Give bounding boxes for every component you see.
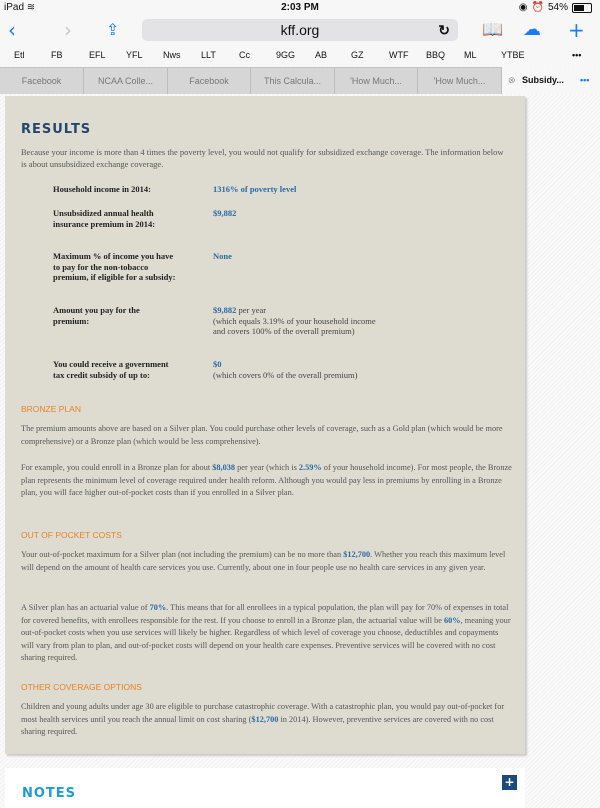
oop-paragraph-2: A Silver plan has an actuarial value of 70%. This means that for all enrollees in a typical population, the plan will pay for 70% of expenses in total for covered benefits, with enrollees responsible for the rest. If you choose to enroll in a Bronze plan, the actuarial value will be 60%, meaning your out-of-pocket costs when you use services will likely be higher. Regardless of which level of coverage you choose, deductibles and copayments will vary from plan to plan, and out-of-pocket costs will depend on your health care expenses. Preventive services will be covered with no cost sharing required. [21,603,511,662]
alarm-icon: ⏰ [531,2,544,13]
oop-max-amount: $12,700 [343,550,371,559]
tab[interactable]: Facebook [168,67,251,94]
reload-icon[interactable]: ↻ [438,22,450,38]
oop-paragraph-1: Your out-of-pocket maximum for a Silver plan (not including the premium) can be no more than $12,700. Whether you reach this maximum level will depend on the amount of health care services you use. Currently, about one in four people use no health care services in any given year. [21,550,506,572]
bronze-heading: BRONZE PLAN [21,404,81,414]
icloud-tabs-icon[interactable]: ☁ [523,19,541,40]
tab[interactable]: Facebook [0,67,84,94]
bookmarks-bar [0,44,600,66]
bookmarks-icon[interactable]: 📖 [482,20,504,40]
expand-notes-button[interactable]: + [502,775,517,790]
wifi-icon: ≋ [26,2,36,13]
back-button[interactable]: ‹ [8,18,16,42]
row-label: Maximum % of income you have to pay for the non-tobacco premium, if eligible for a subsidy: [53,251,176,282]
catastrophic-limit: $12,700 [251,714,279,724]
bookmark[interactable]: Cc [239,50,250,60]
row-label: Household income in 2014: [53,184,151,194]
notes-panel [5,768,525,808]
bookmark[interactable]: FB [51,50,63,60]
row-value: None [213,251,232,261]
row-label: Unsubsidized annual health insurance premium in 2014: [53,208,156,229]
row-value [213,305,383,337]
row-label: Amount you pay for the premium: [53,305,140,326]
silver-av: 70% [149,603,167,612]
forward-button[interactable]: › [64,18,72,42]
tab[interactable]: 'How Much... [418,67,502,94]
bookmark[interactable]: AB [315,50,328,60]
tab[interactable]: 'How Much... [335,67,418,94]
location-icon: ◉ [518,2,528,13]
url-bar[interactable] [142,19,458,41]
new-tab-button[interactable]: + [568,18,585,42]
row-label: You could receive a government tax credit subsidy of up to: [53,359,169,380]
url-text: kff.org [280,22,320,38]
subsidy-note: (which covers 0% of the overall premium) [213,369,358,380]
oop-heading: OUT OF POCKET COSTS [21,530,122,540]
status-bar [0,0,600,16]
share-icon[interactable]: ⇪ [106,20,120,39]
results-title: RESULTS [21,122,92,137]
results-panel [5,96,525,754]
bookmark[interactable]: YFL [126,50,143,60]
subsidy-amount: $0 [213,359,222,369]
bookmark[interactable]: Etl [14,50,25,60]
bronze-av: 60% [444,615,461,625]
bronze-paragraph-1: The premium amounts above are based on a Silver plan. You could purchase other levels of coverage, such as a Gold plan (which would be more comprehensive) or a Bronze plan (which would be less comprehensive). [21,424,503,446]
bronze-amount: $8,038 [212,463,236,472]
bookmark[interactable]: LLT [201,50,216,60]
row-value [213,359,383,380]
bookmark[interactable]: 9GG [276,50,296,60]
tab-bar [0,67,600,94]
bookmark[interactable]: BBQ [426,50,446,60]
tab[interactable]: NCAA Colle... [84,67,168,94]
bookmark[interactable]: ML [464,50,477,60]
bookmark[interactable]: EFL [89,50,106,60]
battery-percent: 54% [547,2,568,13]
tab-title: Subsidy... [522,75,564,85]
bookmarks-more-icon[interactable]: ••• [572,50,582,60]
bookmark[interactable]: GZ [351,50,364,60]
premium-amount: $9,882 [213,305,237,315]
battery-icon [572,3,592,13]
premium-note: (which equals 3.19% of your household income and covers 100% of the overall premium) [213,315,376,336]
bronze-percent: 2.59% [298,463,322,472]
device-label: iPad ≋ [4,2,36,13]
results-intro: Because your income is more than 4 times the poverty level, you would not qualify for subsidized exchange coverage. The information below is about unsubsidized exchange coverage. [21,147,504,169]
notes-title: NOTES [22,786,77,801]
row-value: 1316% of poverty level [213,184,297,194]
tab[interactable]: This Calcula... [251,67,335,94]
bookmark[interactable]: YTBE [501,50,525,60]
premium-suffix: per year [236,305,267,315]
other-heading: OTHER COVERAGE OPTIONS [21,682,142,692]
close-tab-icon[interactable]: ⊗ [508,75,516,85]
row-value: $9,882 [213,208,237,218]
status-right [519,2,592,13]
other-paragraph: Children and young adults under age 30 are eligible to purchase catastrophic coverage. With a catastrophic plan, you would pay out-of-pocket for most health services until you reach the annual limit on cost sharing ($12,700 in 2014). However, preventive services are covered with no cost sharing required. [21,702,505,736]
bookmark[interactable]: WTF [389,50,409,60]
clock: 2:03 PM [281,2,319,13]
tab-active[interactable] [502,67,600,93]
navigation-bar [0,16,600,44]
bookmark[interactable]: Nws [163,50,181,60]
tab-more-icon[interactable]: ••• [580,75,590,85]
bronze-paragraph-2: For example, you could enroll in a Bronze plan for about $8,038 per year (which is 2.59% of your household income). For most people, the Bronze plan represents the minimum level of coverage required under health reform. Although you would pay less in premiums by enrolling in a Bronze plan, you will face higher out-of-pocket costs than if you enrolled in a Silver plan. [21,463,512,497]
